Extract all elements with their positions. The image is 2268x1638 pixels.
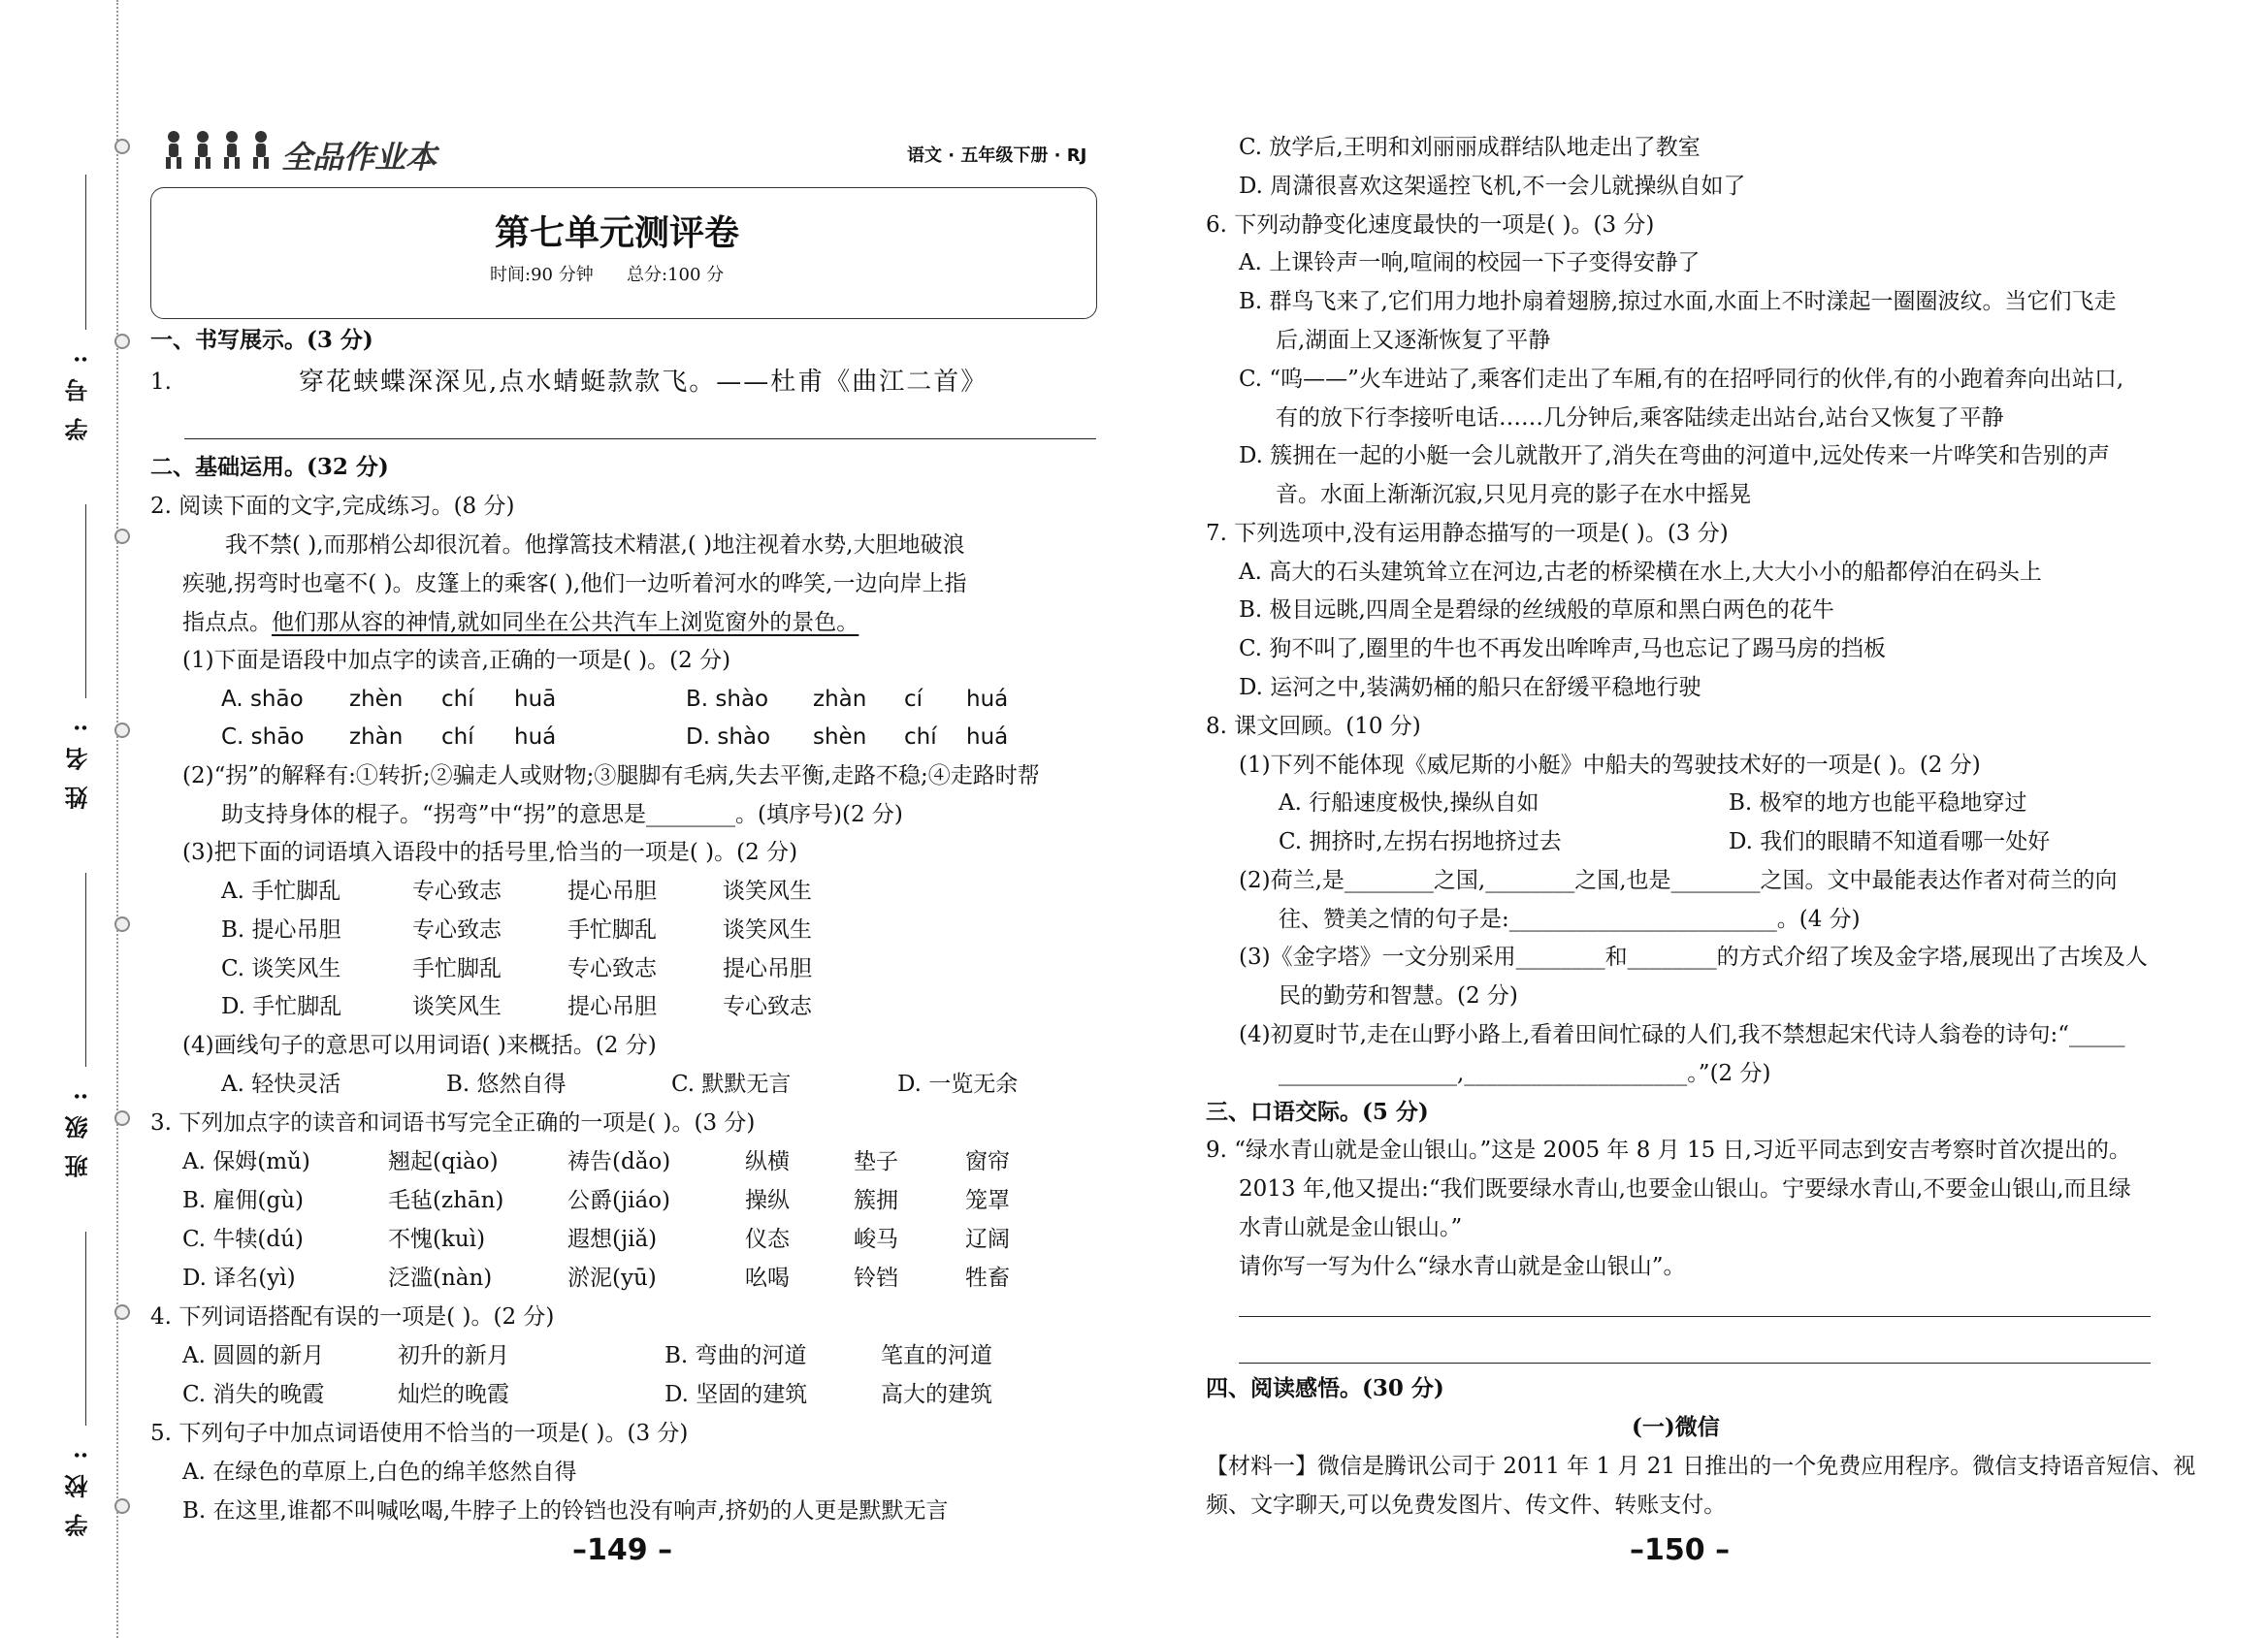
option-text: 不愧(kuì) [388, 1227, 486, 1252]
exam-meta: 时间:90 分钟 总分:100 分 [490, 265, 725, 285]
binding-label-school: 学校: [64, 1435, 92, 1537]
q5-option-b: B. 在这里,谁都不叫喊吆喝,牛脖子上的铃铛也没有响声,挤奶的人更是默默无言 [182, 1498, 949, 1524]
q2-2-stem-line-2: 助支持身体的棍子。“拐弯”中“拐”的意思是________。(填序号)(2 分) [221, 802, 903, 827]
option-text: C. 消失的晚霞 [182, 1382, 325, 1407]
q2-passage-text: 指点点。 [182, 610, 272, 635]
binding-field-line [85, 1232, 86, 1426]
q7-option-a: A. 高大的石头建筑耸立在河边,古老的桥梁横在水上,大大小小的船都停泊在码头上 [1239, 560, 2042, 585]
option-text: C. 默默无言 [671, 1072, 792, 1097]
option-text: D. 一览无余 [897, 1072, 1019, 1097]
option-text: huá [966, 724, 1009, 750]
subject-label: 语文 · 五年级下册 · RJ [907, 145, 1087, 166]
option-text: 谈笑风生 [723, 879, 812, 904]
option-text: 仪态 [745, 1227, 790, 1252]
option-text: D. 我们的眼睛不知道看哪一处好 [1729, 829, 2051, 854]
q7-option-b: B. 极目远眺,四周全是碧绿的丝绒般的草原和黑白两色的花牛 [1239, 597, 1834, 623]
option-text: A. shāo [221, 687, 304, 712]
option-text: zhàn [349, 724, 404, 750]
binding-hole [114, 334, 130, 349]
option-text: 操纵 [745, 1188, 790, 1213]
q8-1-stem: (1)下列不能体现《威尼斯的小艇》中船夫的驾驶技术好的一项是( )。(2 分) [1239, 753, 1981, 778]
q2-4-stem: (4)画线句子的意思可以用词语( )来概括。(2 分) [182, 1033, 657, 1058]
option-text: 提心吊胆 [723, 956, 812, 981]
option-text: 专心致志 [412, 879, 502, 904]
option-text: 铃铛 [854, 1266, 898, 1291]
option-text: A. 手忙脚乱 [221, 879, 341, 904]
option-text: 簇拥 [854, 1188, 898, 1213]
option-text: 牲畜 [965, 1266, 1010, 1291]
option-text: C. shāo [221, 724, 305, 750]
option-text: A. 保姆(mǔ) [182, 1149, 310, 1174]
binding-hole [114, 1498, 130, 1514]
binding-label-name: 姓名: [64, 708, 92, 810]
option-text: 高大的建筑 [881, 1382, 992, 1407]
binding-hole [114, 723, 130, 738]
q6-stem: 6. 下列动静变化速度最快的一项是( )。(3 分) [1206, 212, 1655, 238]
option-text: 笼罩 [965, 1188, 1010, 1213]
q5-option-c: C. 放学后,王明和刘丽丽成群结队地走出了教室 [1239, 135, 1701, 160]
q6-option-d-line-2: 音。水面上渐渐沉寂,只见月亮的影子在水中摇晃 [1276, 482, 1752, 507]
option-text: 窗帘 [965, 1149, 1010, 1174]
section-2-heading: 二、基础运用。(32 分) [150, 454, 389, 480]
q9-line-2: 2013 年,他又提出:“我们既要绿水青山,也要金山银山。宁要绿水青山,不要金山银山,而且绿 [1239, 1176, 2131, 1202]
q2-stem: 2. 阅读下面的文字,完成练习。(8 分) [150, 494, 515, 519]
option-text: D. 译名(yì) [182, 1266, 296, 1291]
brand-name: 全品作业本 [281, 139, 437, 176]
option-text: 专心致志 [723, 994, 812, 1019]
q6-option-b-line-2: 后,湖面上又逐渐恢复了平静 [1276, 328, 1551, 353]
q5-stem: 5. 下列句子中加点词语使用不恰当的一项是( )。(3 分) [150, 1421, 689, 1446]
q2-1-stem: (1)下面是语段中加点字的读音,正确的一项是( )。(2 分) [182, 648, 731, 673]
option-text: B. 雇佣(gù) [182, 1188, 305, 1213]
option-text: chí [441, 724, 474, 750]
option-text: 灿烂的晚霞 [398, 1382, 509, 1407]
binding-dotted-line [116, 0, 118, 1638]
option-text: 垫子 [854, 1149, 898, 1174]
binding-hole [114, 529, 130, 544]
q9-answer-line [1239, 1363, 2151, 1364]
page-title: 第七单元测评卷 [495, 212, 740, 253]
option-text: A. 圆圆的新月 [182, 1343, 325, 1368]
q6-option-b-line-1: B. 群鸟飞来了,它们用力地扑扇着翅膀,掠过水面,水面上不时漾起一圈圈波纹。当它们飞走 [1239, 289, 2117, 314]
page-number-left: –149 – [572, 1533, 673, 1567]
option-text: 遐想(jiǎ) [567, 1227, 658, 1252]
option-text: 谈笑风生 [412, 994, 502, 1019]
q7-option-c: C. 狗不叫了,圈里的牛也不再发出哞哞声,马也忘记了踢马房的挡板 [1239, 636, 1887, 661]
q6-option-a: A. 上课铃声一响,喧闹的校园一下子变得安静了 [1239, 250, 1701, 275]
binding-field-line [85, 175, 86, 330]
option-text: 公爵(jiáo) [567, 1188, 670, 1213]
option-text: chí [904, 724, 937, 750]
binding-field-line [85, 873, 86, 1067]
option-text: zhèn [349, 687, 404, 712]
q2-3-stem: (3)把下面的词语填入语段中的括号里,恰当的一项是( )。(2 分) [182, 840, 798, 865]
q2-2-stem-line-1: (2)“拐”的解释有:①转折;②骗走人或财物;③腿脚有毛病,失去平衡,走路不稳;④走路时帮 [182, 763, 1040, 788]
option-text: B. 悠然自得 [446, 1072, 567, 1097]
q5-option-a: A. 在绿色的草原上,白色的绵羊悠然自得 [182, 1460, 577, 1485]
option-text: 笔直的河道 [881, 1343, 992, 1368]
option-text: 纵横 [745, 1149, 790, 1174]
option-text: A. 轻快灵活 [221, 1072, 341, 1097]
option-text: huá [966, 687, 1009, 712]
q8-4-line-2: ________________,____________________。”(2 分) [1279, 1061, 1771, 1086]
q9-answer-line [1239, 1316, 2151, 1317]
option-text: 初升的新月 [398, 1343, 509, 1368]
q3-stem: 3. 下列加点字的读音和词语书写完全正确的一项是( )。(3 分) [150, 1110, 756, 1136]
option-text: 吆喝 [745, 1266, 790, 1291]
option-text: C. 拥挤时,左拐右拐地挤过去 [1279, 829, 1562, 854]
binding-hole [114, 1110, 130, 1126]
binding-label-student-id: 学号: [64, 339, 92, 441]
option-text: 峻马 [854, 1227, 898, 1252]
option-text: 祷告(dǎo) [567, 1149, 671, 1174]
q2-passage-line-3 [182, 609, 859, 637]
section-4-heading: 四、阅读感悟。(30 分) [1206, 1375, 1444, 1401]
q2-passage-line-1: 我不禁( ),而那梢公却很沉着。他撑篙技术精湛,( )地注视着水势,大胆地破浪 [225, 532, 965, 558]
option-text: C. 谈笑风生 [221, 956, 341, 981]
section-1-heading: 一、书写展示。(3 分) [150, 327, 373, 353]
option-text: B. 提心吊胆 [221, 917, 341, 943]
q8-3-line-2: 民的勤劳和智慧。(2 分) [1279, 983, 1518, 1009]
q8-stem: 8. 课文回顾。(10 分) [1206, 714, 1421, 739]
page-number-right: –150 – [1630, 1533, 1731, 1567]
option-text: huá [514, 724, 557, 750]
binding-hole [114, 139, 130, 154]
q2-underlined-sentence: 他们那从容的神情,就如同坐在公共汽车上浏览窗外的景色。 [272, 610, 859, 635]
option-text: 毛毡(zhān) [388, 1188, 504, 1213]
option-text: 辽阔 [965, 1227, 1010, 1252]
option-text: B. 弯曲的河道 [664, 1343, 807, 1368]
q8-3-line-1: (3)《金字塔》一文分别采用________和________的方式介绍了埃及金字塔,展现出了古埃及人 [1239, 945, 2148, 970]
binding-hole [114, 1304, 130, 1320]
option-text: 手忙脚乱 [567, 917, 657, 943]
q9-line-1: 9. “绿水青山就是金山银山。”这是 2005 年 8 月 15 日,习近平同志到安吉考察时首次提出的。 [1206, 1138, 2131, 1163]
option-text: shèn [813, 724, 867, 750]
binding-field-line [85, 504, 86, 698]
q1-writing-line [184, 438, 1096, 439]
option-text: 提心吊胆 [567, 994, 657, 1019]
option-text: huā [514, 687, 557, 712]
option-text: B. 极窄的地方也能平稳地穿过 [1729, 790, 2027, 816]
option-text: 淤泥(yū) [567, 1266, 657, 1291]
option-text: C. 牛犊(dú) [182, 1227, 304, 1252]
section-3-heading: 三、口语交际。(5 分) [1206, 1099, 1429, 1125]
q2-passage-line-2: 疾驰,拐弯时也毫不( )。皮篷上的乘客( ),他们一边听着河水的哗笑,一边向岸上指 [182, 571, 967, 596]
q6-option-c-line-1: C. “呜——”火车进站了,乘客们走出了车厢,有的在招呼同行的伙伴,有的小跑着奔向出站口, [1239, 367, 2124, 392]
q5-option-d: D. 周潇很喜欢这架遥控飞机,不一会儿就操纵自如了 [1239, 174, 1746, 199]
option-text: 提心吊胆 [567, 879, 657, 904]
q8-2-line-2: 往、赞美之情的句子是:________________________。(4 分) [1279, 907, 1861, 932]
option-text: chí [441, 687, 474, 712]
q7-stem: 7. 下列选项中,没有运用静态描写的一项是( )。(3 分) [1206, 521, 1729, 546]
q9-prompt: 请你写一写为什么“绿水青山就是金山银山”。 [1239, 1254, 1686, 1279]
reading-title: (一)微信 [1632, 1414, 1720, 1440]
material-1-line-2: 频、文字聊天,可以免费发图片、传文件、转账支付。 [1206, 1493, 1727, 1518]
q7-option-d: D. 运河之中,装满奶桶的船只在舒缓平稳地行驶 [1239, 675, 1701, 700]
q1-number: 1. [150, 369, 172, 395]
option-text: D. 坚固的建筑 [664, 1382, 808, 1407]
option-text: D. 手忙脚乱 [221, 994, 342, 1019]
q8-4-line-1: (4)初夏时节,走在山野小路上,看着田间忙碌的人们,我不禁想起宋代诗人翁卷的诗句:“_____ [1239, 1022, 2125, 1047]
material-1-line-1: 【材料一】微信是腾讯公司于 2011 年 1 月 21 日推出的一个免费应用程序。微信支持语音短信、视 [1206, 1454, 2196, 1479]
q9-line-3: 水青山就是金山银山。” [1239, 1215, 1463, 1240]
option-text: 专心致志 [567, 956, 657, 981]
binding-label-class: 班级: [64, 1076, 92, 1178]
option-text: A. 行船速度极快,操纵自如 [1279, 790, 1539, 816]
option-text: 谈笑风生 [723, 917, 812, 943]
option-text: 翘起(qiào) [388, 1149, 499, 1174]
binding-hole [114, 916, 130, 932]
q6-option-c-line-2: 有的放下行李接听电话……几分钟后,乘客陆续走出站台,站台又恢复了平静 [1276, 405, 2004, 431]
option-text: 泛滥(nàn) [388, 1266, 493, 1291]
option-text: zhàn [813, 687, 867, 712]
q4-stem: 4. 下列词语搭配有误的一项是( )。(2 分) [150, 1304, 555, 1330]
brand-logo-figures-icon [160, 129, 275, 172]
option-text: cí [904, 687, 923, 712]
option-text: D. shào [686, 724, 771, 750]
q1-poem: 穿花蛱蝶深深见,点水蜻蜓款款飞。——杜甫《曲江二首》 [299, 368, 988, 397]
option-text: 手忙脚乱 [412, 956, 502, 981]
q8-2-line-1: (2)荷兰,是________之国,________之国,也是________之国。文中最能表达作者对荷兰的向 [1239, 868, 2118, 893]
option-text: B. shào [686, 687, 769, 712]
q6-option-d-line-1: D. 簇拥在一起的小艇一会儿就散开了,消失在弯曲的河道中,远处传来一片哗笑和告别的声 [1239, 443, 2110, 468]
option-text: 专心致志 [412, 917, 502, 943]
